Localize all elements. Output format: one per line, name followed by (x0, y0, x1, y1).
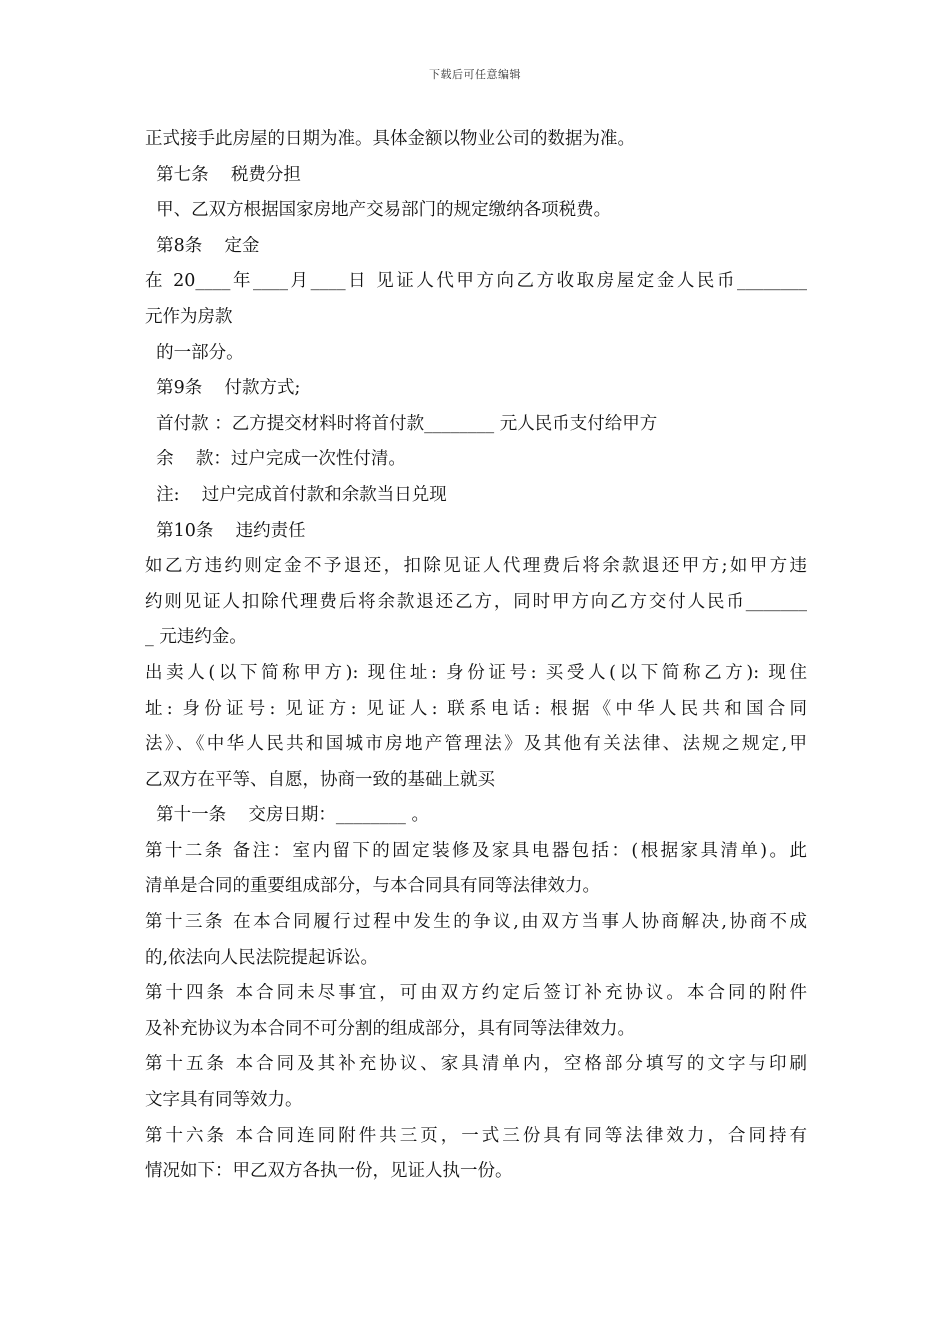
document-line: 清单是合同的重要组成部分，与本合同具有同等法律效力。 (145, 876, 600, 897)
document-body (145, 122, 807, 1190)
document-line: 法》、《中华人民共和国城市房地产管理法》及其他有关法律、法规之规定,甲 (145, 734, 807, 755)
document-line: 第七条 税费分担 (145, 164, 301, 185)
document-line: 第10条 违约责任 (145, 520, 306, 541)
document-line: 余 款：过户完成一次性付清。 (145, 449, 406, 470)
document-line: 首付款 ：乙方提交材料时将首付款________ 元人民币支付给甲方 (145, 413, 658, 434)
document-line: 正式接手此房屋的日期为准。具体金额以物业公司的数据为准。 (145, 129, 635, 149)
document-line: 的一部分。 (145, 342, 244, 363)
document-line: 第十六条 本合同连同附件共三页，一式三份具有同等法律效力，合同持有 (145, 1125, 807, 1146)
page-header: 下载后可任意编辑 (429, 68, 521, 81)
document-line: 元作为房款 (145, 306, 233, 327)
document-line: 约则见证人扣除代理费后将余款退还乙方，同时甲方向乙方交付人民币_______ (145, 591, 807, 612)
document-line: 乙双方在平等、自愿，协商一致的基础上就买 (145, 769, 495, 790)
document-line: 第十一条 交房日期：________ 。 (145, 805, 429, 826)
document-line: 文字具有同等效力。 (145, 1090, 303, 1111)
document-line: 第十二条 备注：室内留下的固定装修及家具电器包括：(根据家具清单)。此 (145, 840, 807, 861)
document-line: 址: 身份证号: 见证方: 见证人: 联系电话: 根据《中华人民共和国合同 (145, 698, 807, 719)
document-line: 及补充协议为本合同不可分割的组成部分，具有同等法律效力。 (145, 1018, 635, 1039)
document-line: 注: 过户完成首付款和余款当日兑现 (145, 484, 447, 505)
document-line: 第十五条 本合同及其补充协议、家具清单内，空格部分填写的文字与印刷 (145, 1054, 807, 1075)
document-line: 第十三条 在本合同履行过程中发生的争议,由双方当事人协商解决,协商不成 (145, 912, 807, 933)
document-line: 甲、乙双方根据国家房地产交易部门的规定缴纳各项税费。 (145, 200, 612, 221)
document-line: 在 20____年____月____日 见证人代甲方向乙方收取房屋定金人民币________ (145, 271, 807, 292)
document-line: 第十四条 本合同未尽事宜，可由双方约定后签订补充协议。本合同的附件 (145, 983, 807, 1004)
document-line: 出卖人(以下简称甲方): 现住址: 身份证号: 买受人(以下简称乙方): 现住 (145, 662, 807, 683)
document-line: 如乙方违约则定金不予退还，扣除见证人代理费后将余款退还甲方;如甲方违 (145, 556, 807, 577)
document-line: 第8条 定金 (145, 235, 260, 256)
document-line: 第9条 付款方式; (145, 378, 301, 399)
document-line: _ 元违约金。 (145, 627, 247, 648)
document-line: 情况如下：甲乙双方各执一份，见证人执一份。 (145, 1161, 513, 1182)
document-line: 的,依法向人民法院提起诉讼。 (145, 947, 379, 968)
